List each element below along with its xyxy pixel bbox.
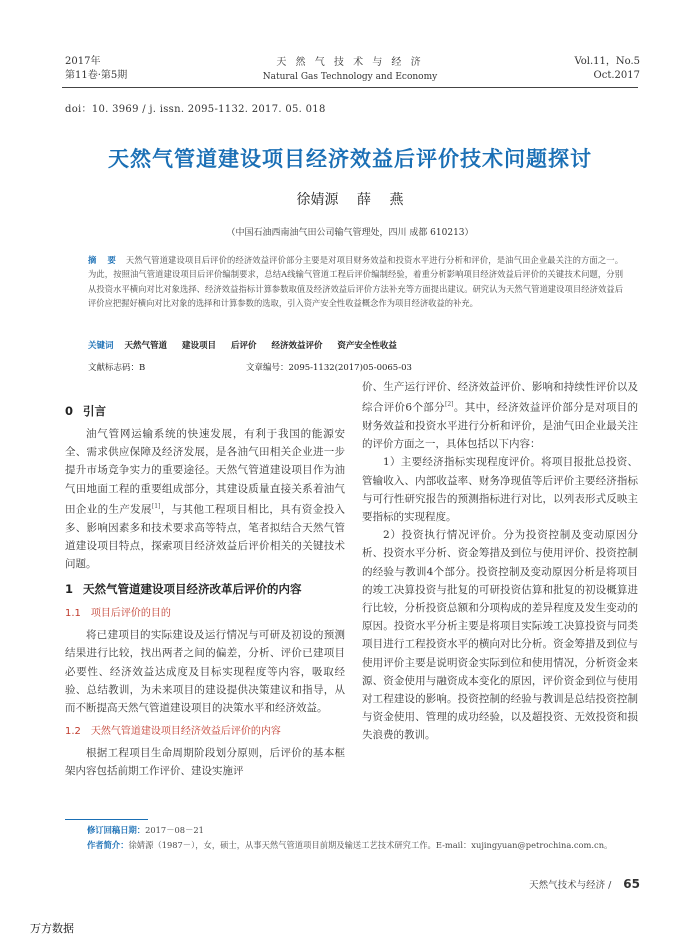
page-number: 65 (623, 877, 640, 891)
header-journal-en: Natural Gas Technology and Economy (262, 72, 438, 82)
keyword: 建设项目 (181, 341, 216, 351)
paragraph: 根据工程项目生命周期阶段划分原则，后评价的基本框架内容包括前期工作评价、建设实施评 (65, 747, 345, 778)
paragraph: 价、生产运行评价、经济效益评价、影响和持续性评价以及综合评价6个部分[2]。其中，经济效益评价部分是对项目的财务效益和投资水平进行分析和评价，是油气田企业最关注的评价方面之一，具体包括以下内容： (362, 381, 639, 451)
paragraph: 1）主要经济指标实现程度评价。将项目报批总投资、管输收入、内部收益率、财务净现值等后评价主要经济指标与可行性研究报告的预测指标进行对比，以列表形式反映主要指标的实现程度。 (362, 456, 638, 523)
revised-date: 修订回稿日期：2017－08－21 (87, 825, 204, 835)
article-codes (88, 361, 608, 373)
paragraph: 油气管网运输系统的快速发展，有利于我国的能源安全、需求供应保障及经济发展，是各油气田相关企业进一步提升市场竞争实力的重要途径。天然气管道建设项目作为油气田地面工程的重要组成部分，其建设质量直接关系着油气田企业的生产发展[1]，与其他工程项目相比，具有资金投入多、影响因素多和技术要求高等特点，笔者拟结合天然气管道建设项目特点，探索项目经济效益后评价相关的关键技术问题。 (65, 428, 346, 570)
footnote-divider (65, 819, 148, 820)
article-number: 文章编号：2095-1132(2017)05-0065-03 (246, 363, 412, 373)
footnotes (65, 823, 638, 852)
abstract (88, 253, 623, 310)
paragraph: 将已建项目的实际建设及运行情况与可研及初设的预测结果进行比较，找出两者之间的偏差，分析、评价已建项目必要性、经济效益达成度及目标实现程度等内容，吸取经验、总结教训，为未来项目的建设提供决策建议和指导，从而不断提高天然气管道建设项目的决策水平和经济效益。 (65, 629, 345, 714)
keyword: 天然气管道 (124, 341, 167, 351)
header-volume-issue: 第11卷·第5期 (65, 70, 128, 81)
paragraph: 2）投资执行情况评价。分为投资控制及变动原因分析、投资水平分析、资金筹措及到位与使用评价、投资控制的经验与教训4个部分。投资控制及变动原因分析是将项目的竣工决算投资与批复的可研投资估算和批复的初设概算进行比较，分析投资总额和分项构成的差异程度及发生变动的原因。投资水平分析主要是将项目实际竣工决算投资与同类项目进行工程投资水平的横向对比分析。资金筹措及到位与使用评价主要是说明资金实际到位和使用情况，分析资金来源、资金使用与融资成本变化的原因，评价资金到位与使用对工程建设的影响。投资控制的经验与教训是总结投资控制与资金使用、管理的成功经验，以及超投资、无效投资和损失浪费的教训。 (362, 529, 638, 742)
header-year: 2017年 (65, 56, 101, 67)
keywords (88, 339, 409, 351)
section-heading: 1 天然气管道建设项目经济改革后评价的内容 (65, 582, 302, 597)
subsection-heading: 1.1 项目后评价的目的 (65, 608, 171, 620)
paper-title: 天然气管道建设项目经济效益后评价技术问题探讨 (108, 147, 592, 171)
citation[interactable]: [1] (151, 502, 161, 510)
keyword: 经济效益评价 (271, 341, 323, 351)
keyword: 资产安全性收益 (337, 341, 397, 351)
citation[interactable]: [2] (445, 401, 454, 409)
column-right (362, 378, 638, 745)
header-right (574, 55, 640, 83)
author-bio: 作者简介：徐婧源（1987－），女，硕士，从事天然气管道项目前期及输送工艺技术研究工作。E-mail：xujingyuan@petrochina.com.cn。 (87, 839, 613, 850)
page-footer (529, 877, 640, 891)
footer-journal: 天然气技术与经济 / (529, 880, 612, 891)
doi: doi：10. 3969 / j. issn. 2095-1132. 2017. 05. 018 (65, 104, 326, 115)
section-heading: 0 引言 (65, 404, 107, 418)
abstract-text: 天然气管道建设项目后评价的经济效益评价部分主要是对项目财务效益和投资水平进行分析和评价，是油气田企业最关注的方面之一。为此，按照油气管道建设项目后评价编制要求，总结A线输气管道工程后评价编制经验，着重分析影响项目经济效益后评价的关键技术问题，分别从投资水平横向对比对象选择、经济效益指标计算参数取值及经济效益后评价方法补充等方面提出建议。研究认为天然气管道建设项目经济效益后评价应把握好横向对比对象的选择和计算参数的选取，引入资产安全性收益概念作为项目经济收益的补充。 (88, 255, 624, 308)
keywords-label: 关键词 (88, 341, 114, 351)
subsection-heading: 1.2 天然气管道建设项目经济效益后评价的内容 (65, 726, 281, 738)
keyword: 后评价 (230, 341, 257, 351)
header-left (65, 55, 127, 83)
header-journal (230, 55, 470, 85)
affiliation: （中国石油西南油气田公司输气管理处，四川 成都 610213） (226, 228, 474, 238)
header-date: Oct.2017 (593, 70, 640, 81)
header-divider (62, 87, 638, 88)
header-vol-no: Vol.11，No.5 (574, 56, 640, 67)
authors: 徐婧源 薛 燕 (296, 192, 404, 208)
header-journal-cn: 天 然 气 技 术 与 经 济 (276, 57, 424, 68)
abstract-label: 摘 要 (88, 255, 120, 265)
watermark-text: 万方数据 (30, 922, 74, 935)
document-code: 文献标志码：B (88, 363, 146, 373)
column-left (65, 395, 345, 781)
